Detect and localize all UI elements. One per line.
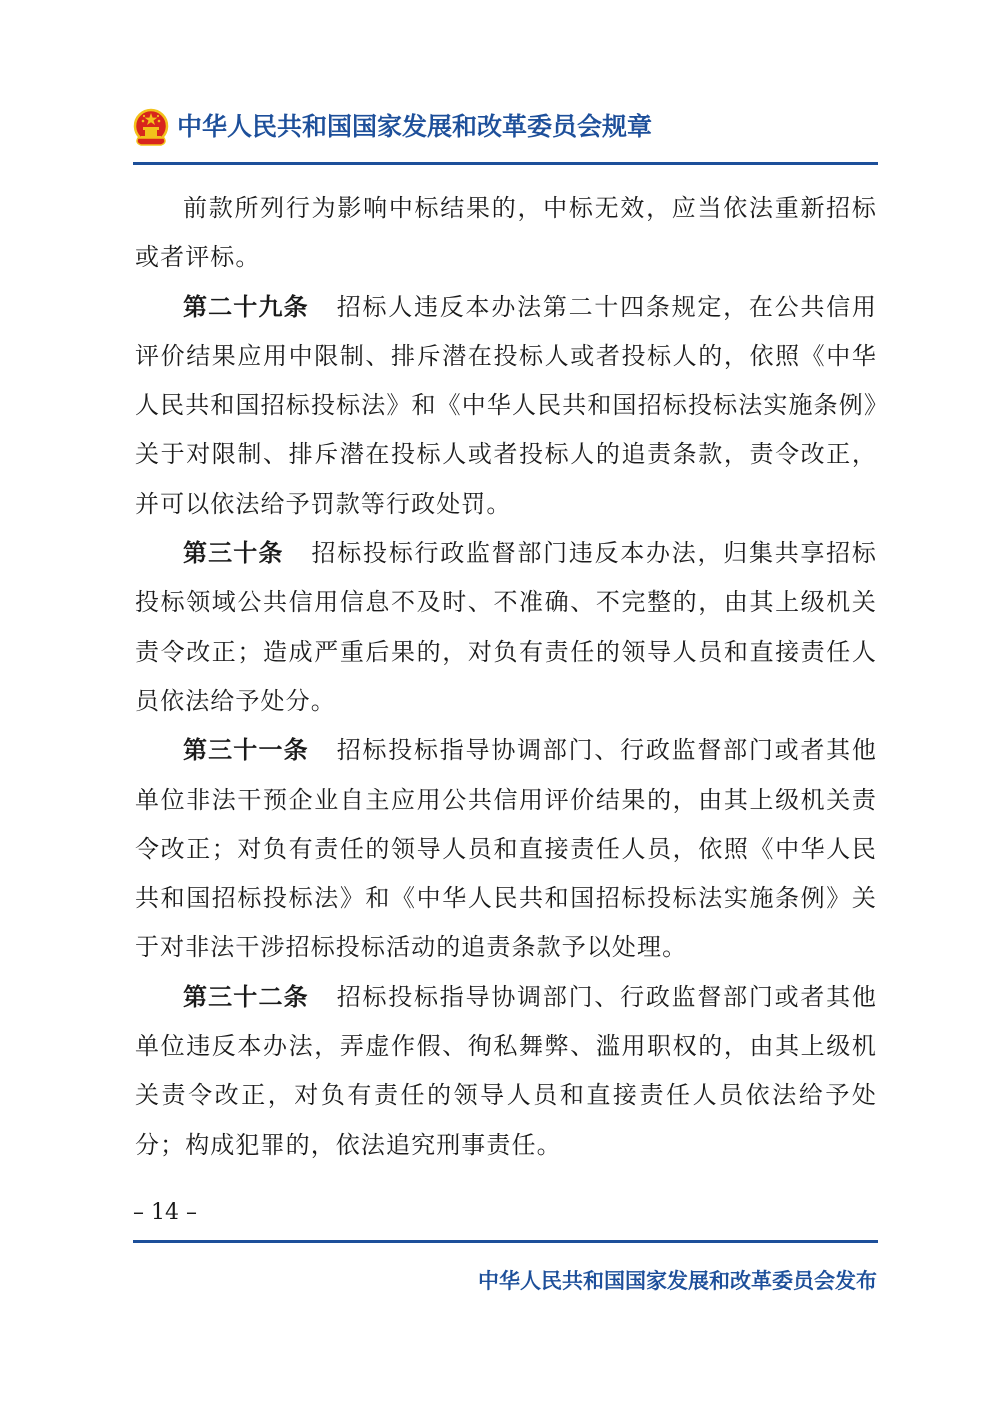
- national-emblem-icon: [133, 108, 169, 148]
- paragraph-continuation: [135, 184, 877, 283]
- article-heading: 第三十条: [183, 539, 284, 568]
- article-heading: 第三十一条: [183, 736, 309, 765]
- footer-divider: [133, 1240, 878, 1243]
- header-divider: [133, 162, 878, 165]
- article-31: [135, 726, 877, 972]
- footer-publisher: 中华人民共和国国家发展和改革委员会发布: [478, 1269, 877, 1293]
- header-title: 中华人民共和国国家发展和改革委员会规章: [177, 112, 653, 141]
- article-heading: 第三十二条: [183, 982, 309, 1011]
- document-body: [135, 184, 877, 1170]
- article-text: 招标投标行政监督部门违反本办法，归集共享招标投标领域公共信用信息不及时、不准确、不完整的，由其上级机关责令改正；造成严重后果的，对负有责任的领导人员和直接责任人员依法给予处分。: [135, 539, 877, 715]
- article-text: 招标投标指导协调部门、行政监督部门或者其他单位非法干预企业自主应用公共信用评价结果的，由其上级机关责令改正；对负有责任的领导人员和直接责任人员，依照《中华人民共和国招标投标法》和《中华人民共和国招标投标法实施条例》关于对非法干涉招标投标活动的追责条款予以处理。: [135, 736, 877, 962]
- page-header: [133, 104, 878, 160]
- article-heading: 第二十九条: [183, 292, 309, 321]
- article-text: 招标投标指导协调部门、行政监督部门或者其他单位违反本办法，弄虚作假、徇私舞弊、滥用职权的，由其上级机关责令改正，对负有责任的领导人员和直接责任人员依法给予处分；构成犯罪的，依法追究刑事责任。: [135, 982, 877, 1159]
- paragraph-text: 前款所列行为影响中标结果的，中标无效，应当依法重新招标或者评标。: [135, 194, 877, 272]
- page-number: – 14 –: [133, 1200, 197, 1225]
- article-29: [135, 283, 877, 529]
- article-30: [135, 529, 877, 726]
- article-32: [135, 973, 877, 1170]
- article-text: 招标人违反本办法第二十四条规定，在公共信用评价结果应用中限制、排斥潜在投标人或者投标人的，依照《中华人民共和国招标投标法》和《中华人民共和国招标投标法实施条例》关于对限制、排斥潜在投标人或者投标人的追责条款，责令改正，并可以依法给予罚款等行政处罚。: [135, 292, 877, 518]
